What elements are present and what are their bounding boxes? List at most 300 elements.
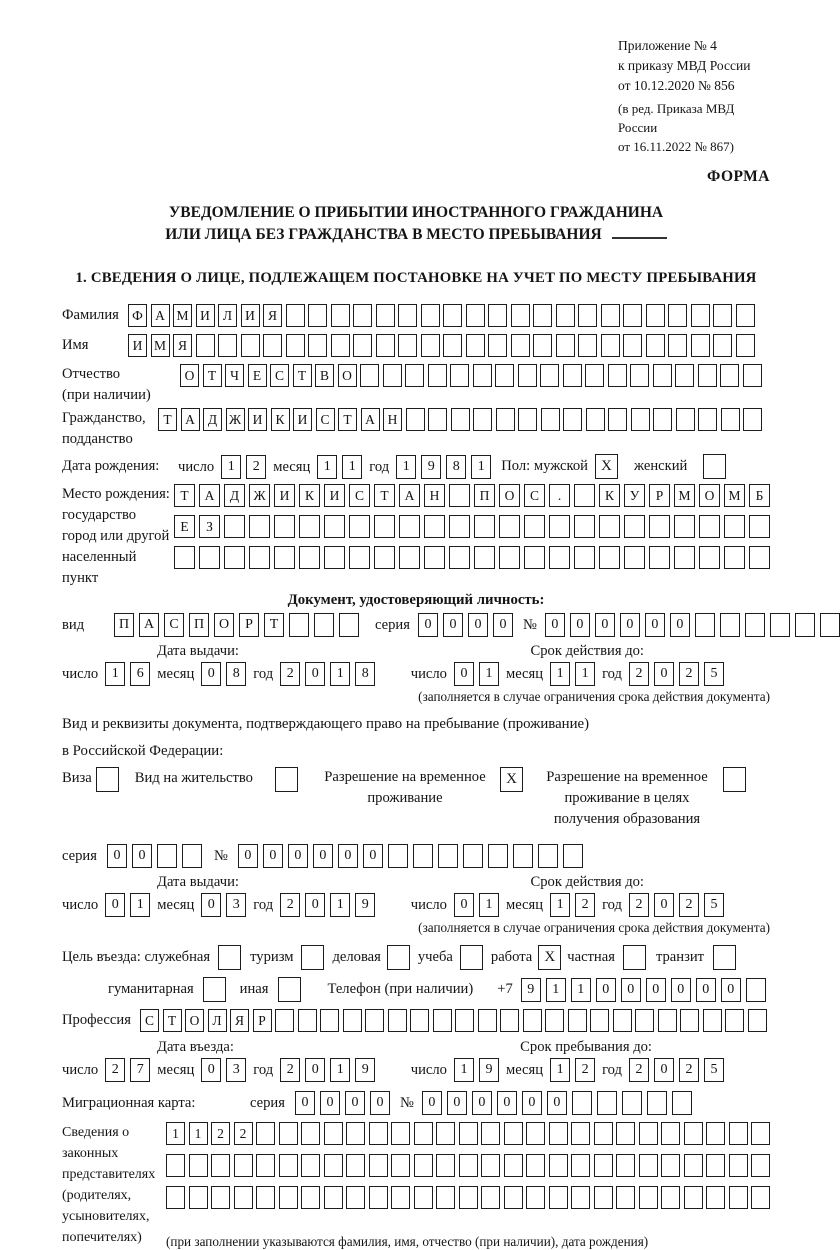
char-box[interactable] <box>568 1009 587 1032</box>
char-box[interactable] <box>725 1009 744 1032</box>
char-box[interactable] <box>571 1122 590 1145</box>
char-box[interactable] <box>466 304 485 327</box>
char-box[interactable]: Т <box>174 484 195 507</box>
temp-permit-checkbox[interactable] <box>500 767 523 792</box>
char-box[interactable] <box>691 304 710 327</box>
char-box[interactable]: Т <box>264 613 284 637</box>
purpose-tourism-checkbox[interactable] <box>301 945 324 970</box>
char-box[interactable] <box>695 613 715 637</box>
char-box[interactable] <box>324 1122 343 1145</box>
char-box[interactable]: 0 <box>547 1091 567 1115</box>
char-box[interactable]: 0 <box>570 613 590 637</box>
char-box[interactable] <box>616 1186 635 1209</box>
char-box[interactable] <box>698 408 717 431</box>
char-box[interactable]: К <box>599 484 620 507</box>
char-box[interactable]: С <box>164 613 184 637</box>
char-box[interactable]: И <box>324 484 345 507</box>
char-box[interactable]: 2 <box>234 1122 253 1145</box>
char-box[interactable]: 1 <box>130 893 150 917</box>
char-box[interactable] <box>256 1122 275 1145</box>
char-box[interactable] <box>406 408 425 431</box>
char-box[interactable]: Ч <box>225 364 244 387</box>
char-box[interactable] <box>279 1154 298 1177</box>
char-box[interactable]: 1 <box>479 662 499 686</box>
char-box[interactable]: 1 <box>166 1122 185 1145</box>
char-box[interactable] <box>653 364 672 387</box>
char-box[interactable] <box>526 1154 545 1177</box>
char-box[interactable]: 5 <box>704 662 724 686</box>
char-box[interactable] <box>234 1186 253 1209</box>
char-box[interactable] <box>549 1122 568 1145</box>
char-box[interactable] <box>474 546 495 569</box>
char-box[interactable]: Я <box>230 1009 249 1032</box>
char-box[interactable] <box>674 546 695 569</box>
char-box[interactable] <box>96 767 119 792</box>
char-box[interactable]: 0 <box>596 978 616 1002</box>
char-box[interactable] <box>623 304 642 327</box>
char-box[interactable]: И <box>248 408 267 431</box>
char-box[interactable] <box>263 334 282 357</box>
char-box[interactable] <box>211 1186 230 1209</box>
char-box[interactable] <box>414 1154 433 1177</box>
char-box[interactable]: С <box>316 408 335 431</box>
char-box[interactable] <box>661 1122 680 1145</box>
char-box[interactable] <box>572 1091 592 1115</box>
char-box[interactable]: 8 <box>226 662 246 686</box>
char-box[interactable] <box>346 1122 365 1145</box>
char-box[interactable] <box>597 1091 617 1115</box>
char-box[interactable] <box>526 1186 545 1209</box>
char-box[interactable] <box>623 945 646 970</box>
char-box[interactable] <box>672 1091 692 1115</box>
char-box[interactable] <box>224 515 245 538</box>
char-box[interactable] <box>449 515 470 538</box>
char-box[interactable] <box>460 945 483 970</box>
char-box[interactable]: 0 <box>670 613 690 637</box>
char-box[interactable] <box>736 334 755 357</box>
char-box[interactable] <box>443 334 462 357</box>
char-box[interactable]: Ж <box>226 408 245 431</box>
char-box[interactable]: 0 <box>721 978 741 1002</box>
char-box[interactable] <box>387 945 410 970</box>
char-box[interactable] <box>279 1122 298 1145</box>
char-box[interactable] <box>743 408 762 431</box>
char-box[interactable] <box>513 844 533 868</box>
char-box[interactable] <box>500 1009 519 1032</box>
char-box[interactable]: 0 <box>305 893 325 917</box>
char-box[interactable] <box>549 515 570 538</box>
char-box[interactable] <box>249 546 270 569</box>
char-box[interactable]: 1 <box>550 1058 570 1082</box>
char-box[interactable] <box>594 1186 613 1209</box>
char-box[interactable] <box>308 304 327 327</box>
char-box[interactable] <box>481 1122 500 1145</box>
char-box[interactable]: Я <box>263 304 282 327</box>
char-box[interactable]: В <box>315 364 334 387</box>
char-box[interactable] <box>684 1186 703 1209</box>
char-box[interactable] <box>388 1009 407 1032</box>
char-box[interactable]: Д <box>203 408 222 431</box>
char-box[interactable]: 2 <box>629 1058 649 1082</box>
char-box[interactable]: 0 <box>201 662 221 686</box>
char-box[interactable] <box>459 1154 478 1177</box>
char-box[interactable]: 0 <box>621 978 641 1002</box>
char-box[interactable] <box>749 515 770 538</box>
char-box[interactable] <box>674 515 695 538</box>
char-box[interactable] <box>474 515 495 538</box>
char-box[interactable] <box>504 1154 523 1177</box>
char-box[interactable]: 0 <box>545 613 565 637</box>
char-box[interactable] <box>301 945 324 970</box>
purpose-transit-checkbox[interactable] <box>713 945 736 970</box>
char-box[interactable]: 2 <box>629 662 649 686</box>
char-box[interactable] <box>481 1186 500 1209</box>
sex-female-checkbox[interactable] <box>703 454 726 479</box>
char-box[interactable] <box>450 364 469 387</box>
char-box[interactable]: X <box>500 767 523 792</box>
char-box[interactable]: 0 <box>472 1091 492 1115</box>
char-box[interactable] <box>563 408 582 431</box>
purpose-work-checkbox[interactable] <box>538 945 561 970</box>
char-box[interactable] <box>668 334 687 357</box>
char-box[interactable] <box>590 1009 609 1032</box>
char-box[interactable] <box>649 515 670 538</box>
char-box[interactable] <box>203 977 226 1002</box>
char-box[interactable]: 0 <box>595 613 615 637</box>
char-box[interactable] <box>279 1186 298 1209</box>
char-box[interactable]: С <box>349 484 370 507</box>
char-box[interactable] <box>174 546 195 569</box>
char-box[interactable]: 9 <box>479 1058 499 1082</box>
char-box[interactable] <box>369 1154 388 1177</box>
char-box[interactable] <box>182 844 202 868</box>
char-box[interactable]: 1 <box>342 455 362 479</box>
char-box[interactable]: С <box>140 1009 159 1032</box>
char-box[interactable] <box>463 844 483 868</box>
char-box[interactable]: 5 <box>704 893 724 917</box>
char-box[interactable]: 1 <box>471 455 491 479</box>
char-box[interactable]: 9 <box>421 455 441 479</box>
char-box[interactable]: М <box>674 484 695 507</box>
char-box[interactable] <box>699 515 720 538</box>
char-box[interactable] <box>639 1186 658 1209</box>
char-box[interactable]: Р <box>239 613 259 637</box>
char-box[interactable] <box>414 1122 433 1145</box>
char-box[interactable] <box>481 1154 500 1177</box>
char-box[interactable] <box>578 334 597 357</box>
char-box[interactable] <box>459 1122 478 1145</box>
char-box[interactable]: Ф <box>128 304 147 327</box>
char-box[interactable]: Д <box>224 484 245 507</box>
char-box[interactable] <box>166 1154 185 1177</box>
char-box[interactable] <box>274 546 295 569</box>
char-box[interactable]: П <box>189 613 209 637</box>
char-box[interactable] <box>324 1154 343 1177</box>
char-box[interactable] <box>369 1122 388 1145</box>
char-box[interactable]: 0 <box>493 613 513 637</box>
char-box[interactable] <box>278 977 301 1002</box>
char-box[interactable]: И <box>128 334 147 357</box>
char-box[interactable] <box>549 546 570 569</box>
char-box[interactable] <box>639 1154 658 1177</box>
char-box[interactable] <box>391 1186 410 1209</box>
char-box[interactable] <box>353 304 372 327</box>
char-box[interactable] <box>455 1009 474 1032</box>
char-box[interactable] <box>324 546 345 569</box>
char-box[interactable] <box>684 1154 703 1177</box>
char-box[interactable]: 2 <box>211 1122 230 1145</box>
char-box[interactable] <box>574 515 595 538</box>
char-box[interactable] <box>639 1122 658 1145</box>
char-box[interactable] <box>249 515 270 538</box>
char-box[interactable]: 0 <box>201 1058 221 1082</box>
char-box[interactable] <box>346 1186 365 1209</box>
char-box[interactable] <box>496 408 515 431</box>
char-box[interactable] <box>189 1154 208 1177</box>
char-box[interactable]: А <box>361 408 380 431</box>
char-box[interactable]: 1 <box>317 455 337 479</box>
purpose-study-checkbox[interactable] <box>460 945 483 970</box>
char-box[interactable] <box>398 334 417 357</box>
char-box[interactable] <box>339 613 359 637</box>
char-box[interactable]: 0 <box>646 978 666 1002</box>
char-box[interactable]: 1 <box>550 893 570 917</box>
char-box[interactable] <box>218 945 241 970</box>
char-box[interactable]: 2 <box>575 893 595 917</box>
char-box[interactable] <box>256 1154 275 1177</box>
char-box[interactable]: Т <box>374 484 395 507</box>
char-box[interactable]: 0 <box>696 978 716 1002</box>
char-box[interactable] <box>585 364 604 387</box>
char-box[interactable] <box>286 334 305 357</box>
char-box[interactable] <box>649 546 670 569</box>
char-box[interactable]: У <box>624 484 645 507</box>
char-box[interactable]: М <box>151 334 170 357</box>
char-box[interactable] <box>751 1154 770 1177</box>
char-box[interactable] <box>511 304 530 327</box>
char-box[interactable]: 1 <box>550 662 570 686</box>
char-box[interactable] <box>691 334 710 357</box>
char-box[interactable]: З <box>199 515 220 538</box>
char-box[interactable]: Н <box>383 408 402 431</box>
char-box[interactable]: 1 <box>330 662 350 686</box>
char-box[interactable] <box>286 304 305 327</box>
char-box[interactable]: 9 <box>355 893 375 917</box>
char-box[interactable]: А <box>399 484 420 507</box>
char-box[interactable] <box>703 454 726 479</box>
char-box[interactable]: Т <box>203 364 222 387</box>
char-box[interactable] <box>518 408 537 431</box>
char-box[interactable] <box>211 1154 230 1177</box>
char-box[interactable]: 1 <box>221 455 241 479</box>
char-box[interactable]: Р <box>253 1009 272 1032</box>
char-box[interactable]: 1 <box>575 662 595 686</box>
char-box[interactable] <box>724 546 745 569</box>
char-box[interactable] <box>466 334 485 357</box>
temp-permit-edu-checkbox[interactable] <box>723 767 746 792</box>
char-box[interactable] <box>706 1154 725 1177</box>
char-box[interactable]: 9 <box>355 1058 375 1082</box>
char-box[interactable]: 2 <box>280 662 300 686</box>
char-box[interactable]: 1 <box>105 662 125 686</box>
char-box[interactable] <box>399 515 420 538</box>
char-box[interactable]: 0 <box>238 844 258 868</box>
purpose-private-checkbox[interactable] <box>623 945 646 970</box>
char-box[interactable] <box>680 1009 699 1032</box>
char-box[interactable]: 0 <box>418 613 438 637</box>
char-box[interactable] <box>594 1122 613 1145</box>
char-box[interactable] <box>599 515 620 538</box>
char-box[interactable] <box>601 304 620 327</box>
char-box[interactable] <box>473 364 492 387</box>
char-box[interactable] <box>723 767 746 792</box>
char-box[interactable]: 8 <box>446 455 466 479</box>
char-box[interactable]: 1 <box>571 978 591 1002</box>
char-box[interactable] <box>526 1122 545 1145</box>
char-box[interactable] <box>523 1009 542 1032</box>
char-box[interactable] <box>545 1009 564 1032</box>
char-box[interactable]: 2 <box>246 455 266 479</box>
char-box[interactable] <box>369 1186 388 1209</box>
char-box[interactable] <box>571 1154 590 1177</box>
char-box[interactable]: Е <box>248 364 267 387</box>
char-box[interactable] <box>720 364 739 387</box>
char-box[interactable]: 0 <box>422 1091 442 1115</box>
char-box[interactable] <box>451 408 470 431</box>
char-box[interactable]: М <box>173 304 192 327</box>
char-box[interactable] <box>504 1186 523 1209</box>
char-box[interactable] <box>630 364 649 387</box>
char-box[interactable] <box>365 1009 384 1032</box>
char-box[interactable]: 0 <box>468 613 488 637</box>
char-box[interactable]: А <box>199 484 220 507</box>
char-box[interactable]: 0 <box>522 1091 542 1115</box>
char-box[interactable] <box>391 1122 410 1145</box>
char-box[interactable]: Н <box>424 484 445 507</box>
char-box[interactable] <box>256 1186 275 1209</box>
char-box[interactable] <box>308 334 327 357</box>
char-box[interactable] <box>706 1186 725 1209</box>
char-box[interactable] <box>301 1186 320 1209</box>
char-box[interactable]: 0 <box>645 613 665 637</box>
char-box[interactable]: 2 <box>679 662 699 686</box>
char-box[interactable] <box>540 364 559 387</box>
char-box[interactable]: 5 <box>704 1058 724 1082</box>
char-box[interactable]: Л <box>218 304 237 327</box>
char-box[interactable]: И <box>274 484 295 507</box>
char-box[interactable] <box>578 304 597 327</box>
char-box[interactable]: 0 <box>201 893 221 917</box>
char-box[interactable]: 0 <box>288 844 308 868</box>
char-box[interactable] <box>820 613 840 637</box>
char-box[interactable] <box>601 334 620 357</box>
char-box[interactable] <box>459 1186 478 1209</box>
char-box[interactable]: X <box>595 454 618 479</box>
char-box[interactable] <box>436 1186 455 1209</box>
char-box[interactable]: 0 <box>654 662 674 686</box>
char-box[interactable] <box>436 1122 455 1145</box>
char-box[interactable] <box>668 304 687 327</box>
char-box[interactable] <box>646 334 665 357</box>
char-box[interactable] <box>421 334 440 357</box>
char-box[interactable] <box>324 1186 343 1209</box>
char-box[interactable]: 0 <box>105 893 125 917</box>
char-box[interactable] <box>748 1009 767 1032</box>
char-box[interactable]: О <box>338 364 357 387</box>
char-box[interactable] <box>608 364 627 387</box>
char-box[interactable] <box>301 1122 320 1145</box>
char-box[interactable] <box>616 1154 635 1177</box>
char-box[interactable]: П <box>474 484 495 507</box>
char-box[interactable]: 0 <box>313 844 333 868</box>
char-box[interactable] <box>320 1009 339 1032</box>
char-box[interactable]: 0 <box>654 893 674 917</box>
char-box[interactable] <box>346 1154 365 1177</box>
char-box[interactable]: 2 <box>629 893 649 917</box>
char-box[interactable] <box>675 364 694 387</box>
char-box[interactable] <box>449 546 470 569</box>
char-box[interactable]: 0 <box>263 844 283 868</box>
char-box[interactable] <box>399 546 420 569</box>
char-box[interactable] <box>608 408 627 431</box>
char-box[interactable] <box>745 613 765 637</box>
char-box[interactable]: Я <box>173 334 192 357</box>
char-box[interactable] <box>524 546 545 569</box>
char-box[interactable] <box>616 1122 635 1145</box>
char-box[interactable] <box>729 1186 748 1209</box>
char-box[interactable] <box>646 304 665 327</box>
char-box[interactable] <box>586 408 605 431</box>
char-box[interactable] <box>538 844 558 868</box>
char-box[interactable]: 0 <box>363 844 383 868</box>
char-box[interactable] <box>751 1122 770 1145</box>
char-box[interactable] <box>275 1009 294 1032</box>
char-box[interactable]: Б <box>749 484 770 507</box>
char-box[interactable]: 2 <box>280 893 300 917</box>
char-box[interactable]: 0 <box>454 893 474 917</box>
char-box[interactable]: 1 <box>454 1058 474 1082</box>
char-box[interactable] <box>224 546 245 569</box>
char-box[interactable] <box>499 515 520 538</box>
char-box[interactable] <box>436 1154 455 1177</box>
char-box[interactable]: О <box>185 1009 204 1032</box>
char-box[interactable]: Е <box>174 515 195 538</box>
char-box[interactable] <box>556 304 575 327</box>
char-box[interactable] <box>299 546 320 569</box>
char-box[interactable] <box>388 844 408 868</box>
char-box[interactable] <box>541 408 560 431</box>
purpose-other-checkbox[interactable] <box>278 977 301 1002</box>
char-box[interactable] <box>374 515 395 538</box>
char-box[interactable]: 0 <box>338 844 358 868</box>
char-box[interactable] <box>433 1009 452 1032</box>
char-box[interactable] <box>410 1009 429 1032</box>
char-box[interactable] <box>405 364 424 387</box>
char-box[interactable]: Л <box>208 1009 227 1032</box>
char-box[interactable] <box>189 1186 208 1209</box>
char-box[interactable] <box>438 844 458 868</box>
char-box[interactable]: 3 <box>226 893 246 917</box>
char-box[interactable]: 0 <box>454 662 474 686</box>
char-box[interactable] <box>524 515 545 538</box>
char-box[interactable] <box>478 1009 497 1032</box>
char-box[interactable] <box>571 1186 590 1209</box>
char-box[interactable]: Т <box>163 1009 182 1032</box>
char-box[interactable]: И <box>241 304 260 327</box>
char-box[interactable]: О <box>499 484 520 507</box>
char-box[interactable]: 0 <box>443 613 463 637</box>
char-box[interactable] <box>599 546 620 569</box>
